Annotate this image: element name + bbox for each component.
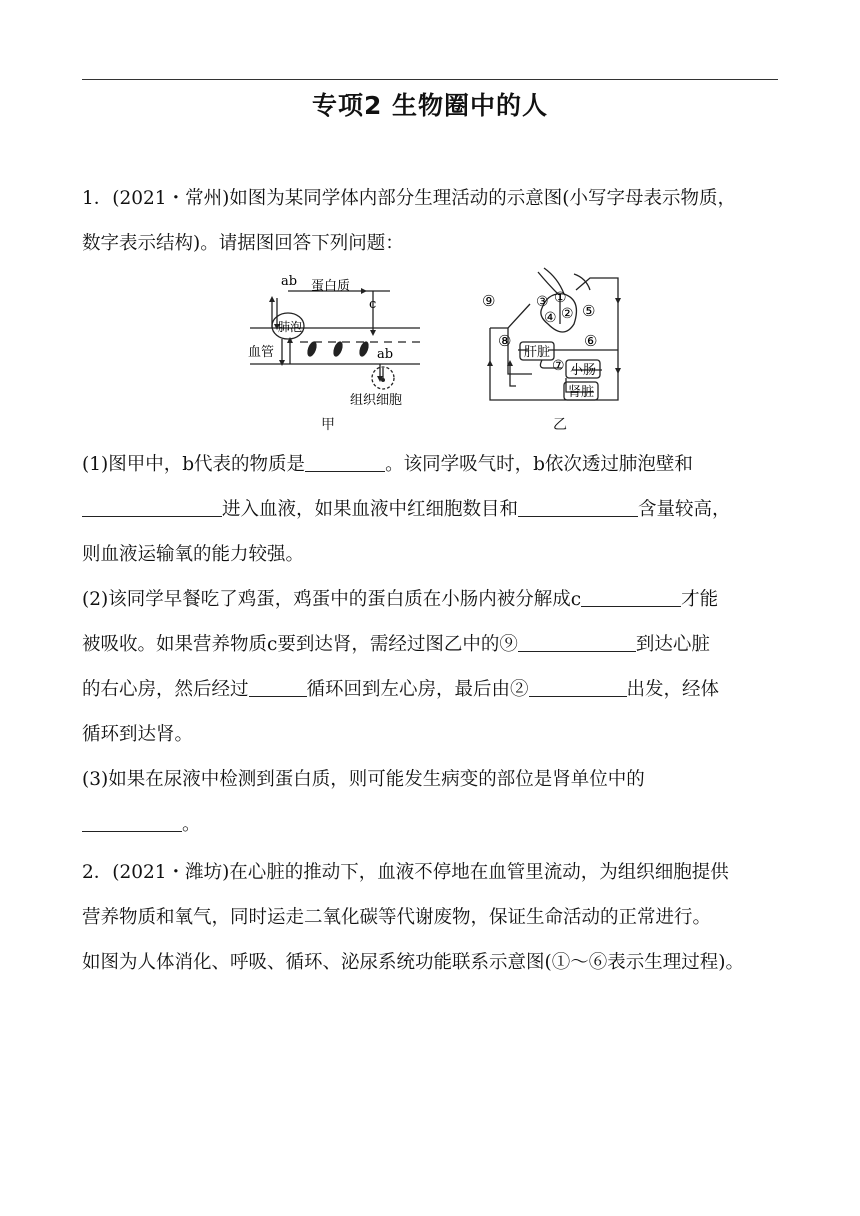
q1-p1-text-a: (1)图甲中，b代表的物质是 bbox=[82, 454, 306, 475]
q1-part2-line3 bbox=[82, 667, 780, 712]
figure-jia bbox=[240, 268, 430, 438]
answer-blank-5[interactable] bbox=[518, 631, 636, 652]
q1-p2-text-a: (2)该同学早餐吃了鸡蛋，鸡蛋中的蛋白质在小肠内被分解成c bbox=[82, 589, 582, 610]
answer-blank-3[interactable] bbox=[518, 496, 638, 517]
yi-n3: ③ bbox=[536, 294, 549, 310]
yi-n8: ⑧ bbox=[498, 332, 512, 350]
yi-kidney: 肾脏 bbox=[568, 385, 595, 400]
q2-line2: 营养物质和氧气，同时运走二氧化碳等代谢废物，保证生命活动的正常进行。 bbox=[82, 907, 712, 928]
q1-p2-text-f: 循环回到左心房，最后由② bbox=[306, 679, 529, 700]
q1-part1-line2 bbox=[82, 487, 780, 532]
q1-p3-text-b: 。 bbox=[182, 814, 201, 835]
q1-part1-line1 bbox=[82, 442, 780, 487]
q1-part1-line3: 则血液运输氧的能力较强。 bbox=[82, 544, 305, 565]
page-title: 专项2 生物圈中的人 bbox=[311, 91, 549, 120]
answer-blank-6[interactable] bbox=[249, 676, 307, 697]
yi-n2: ② bbox=[561, 306, 574, 322]
answer-blank-1[interactable] bbox=[305, 451, 385, 472]
q2-line1: 2．(2021・潍坊)在心脏的推动下，血液不停地在血管里流动，为组织细胞提供 bbox=[82, 862, 729, 883]
jia-label-ab-top: ab bbox=[281, 274, 298, 289]
q2-line3: 如图为人体消化、呼吸、循环、泌尿系统功能联系示意图(①～⑥表示生理过程)。 bbox=[82, 952, 744, 973]
q1-p2-text-d: 到达心脏 bbox=[635, 634, 710, 655]
jia-label-ab-bottom: ab bbox=[377, 347, 394, 362]
q1-answers bbox=[82, 442, 780, 847]
q1-stem bbox=[82, 176, 780, 266]
yi-n9: ⑨ bbox=[482, 292, 496, 310]
jia-label-alveolus: 肺泡 bbox=[278, 320, 303, 334]
yi-liver: 肝脏 bbox=[524, 345, 551, 360]
figure-yi bbox=[478, 264, 638, 410]
jia-label-c: c bbox=[369, 297, 377, 312]
q1-p1-text-b: 。该同学吸气时，b依次透过肺泡壁和 bbox=[385, 454, 693, 475]
q1-p2-text-b: 才能 bbox=[681, 589, 719, 610]
q1-part3-line1: (3)如果在尿液中检测到蛋白质，则可能发生病变的部位是肾单位中的 bbox=[82, 769, 645, 790]
q1-p2-text-e: 的右心房，然后经过 bbox=[82, 679, 249, 700]
answer-blank-2[interactable] bbox=[82, 496, 222, 517]
yi-n6: ⑥ bbox=[584, 332, 598, 350]
q1-p2-text-g: 出发，经体 bbox=[626, 679, 720, 700]
q1-p1-text-d: 含量较高， bbox=[638, 499, 731, 520]
q1-stem-line2: 数字表示结构)。请据图回答下列问题： bbox=[82, 233, 404, 254]
q2-stem bbox=[82, 850, 780, 985]
q1-part2-line1 bbox=[82, 577, 780, 622]
top-rule bbox=[82, 79, 778, 80]
yi-n4: ④ bbox=[544, 310, 557, 326]
jia-label-vessel: 血管 bbox=[248, 345, 275, 360]
figure-yi-caption: 乙 bbox=[553, 417, 567, 433]
q1-p2-text-c: 被吸收。如果营养物质c要到达肾，需经过图乙中的⑨ bbox=[82, 634, 518, 655]
yi-intestine: 小肠 bbox=[570, 363, 597, 378]
answer-blank-8[interactable] bbox=[82, 811, 182, 832]
jia-label-protein: 蛋白质 bbox=[311, 279, 351, 294]
figure-jia-caption: 甲 bbox=[321, 417, 335, 433]
q1-part2-line2 bbox=[82, 622, 780, 667]
yi-n5: ⑤ bbox=[582, 302, 596, 320]
answer-blank-4[interactable] bbox=[581, 586, 681, 607]
q1-part2-line4: 循环到达肾。 bbox=[82, 724, 194, 745]
jia-label-tissue: 组织细胞 bbox=[350, 393, 403, 408]
yi-n1: ① bbox=[554, 290, 567, 306]
q1-part3-line2 bbox=[82, 802, 780, 847]
yi-n7: ⑦ bbox=[552, 358, 565, 374]
q1-stem-line1: 1．(2021・常州)如图为某同学体内部分生理活动的示意图(小写字母表示物质， bbox=[82, 188, 737, 209]
answer-blank-7[interactable] bbox=[529, 676, 627, 697]
q1-p1-text-c: 进入血液，如果血液中红细胞数目和 bbox=[222, 499, 519, 520]
